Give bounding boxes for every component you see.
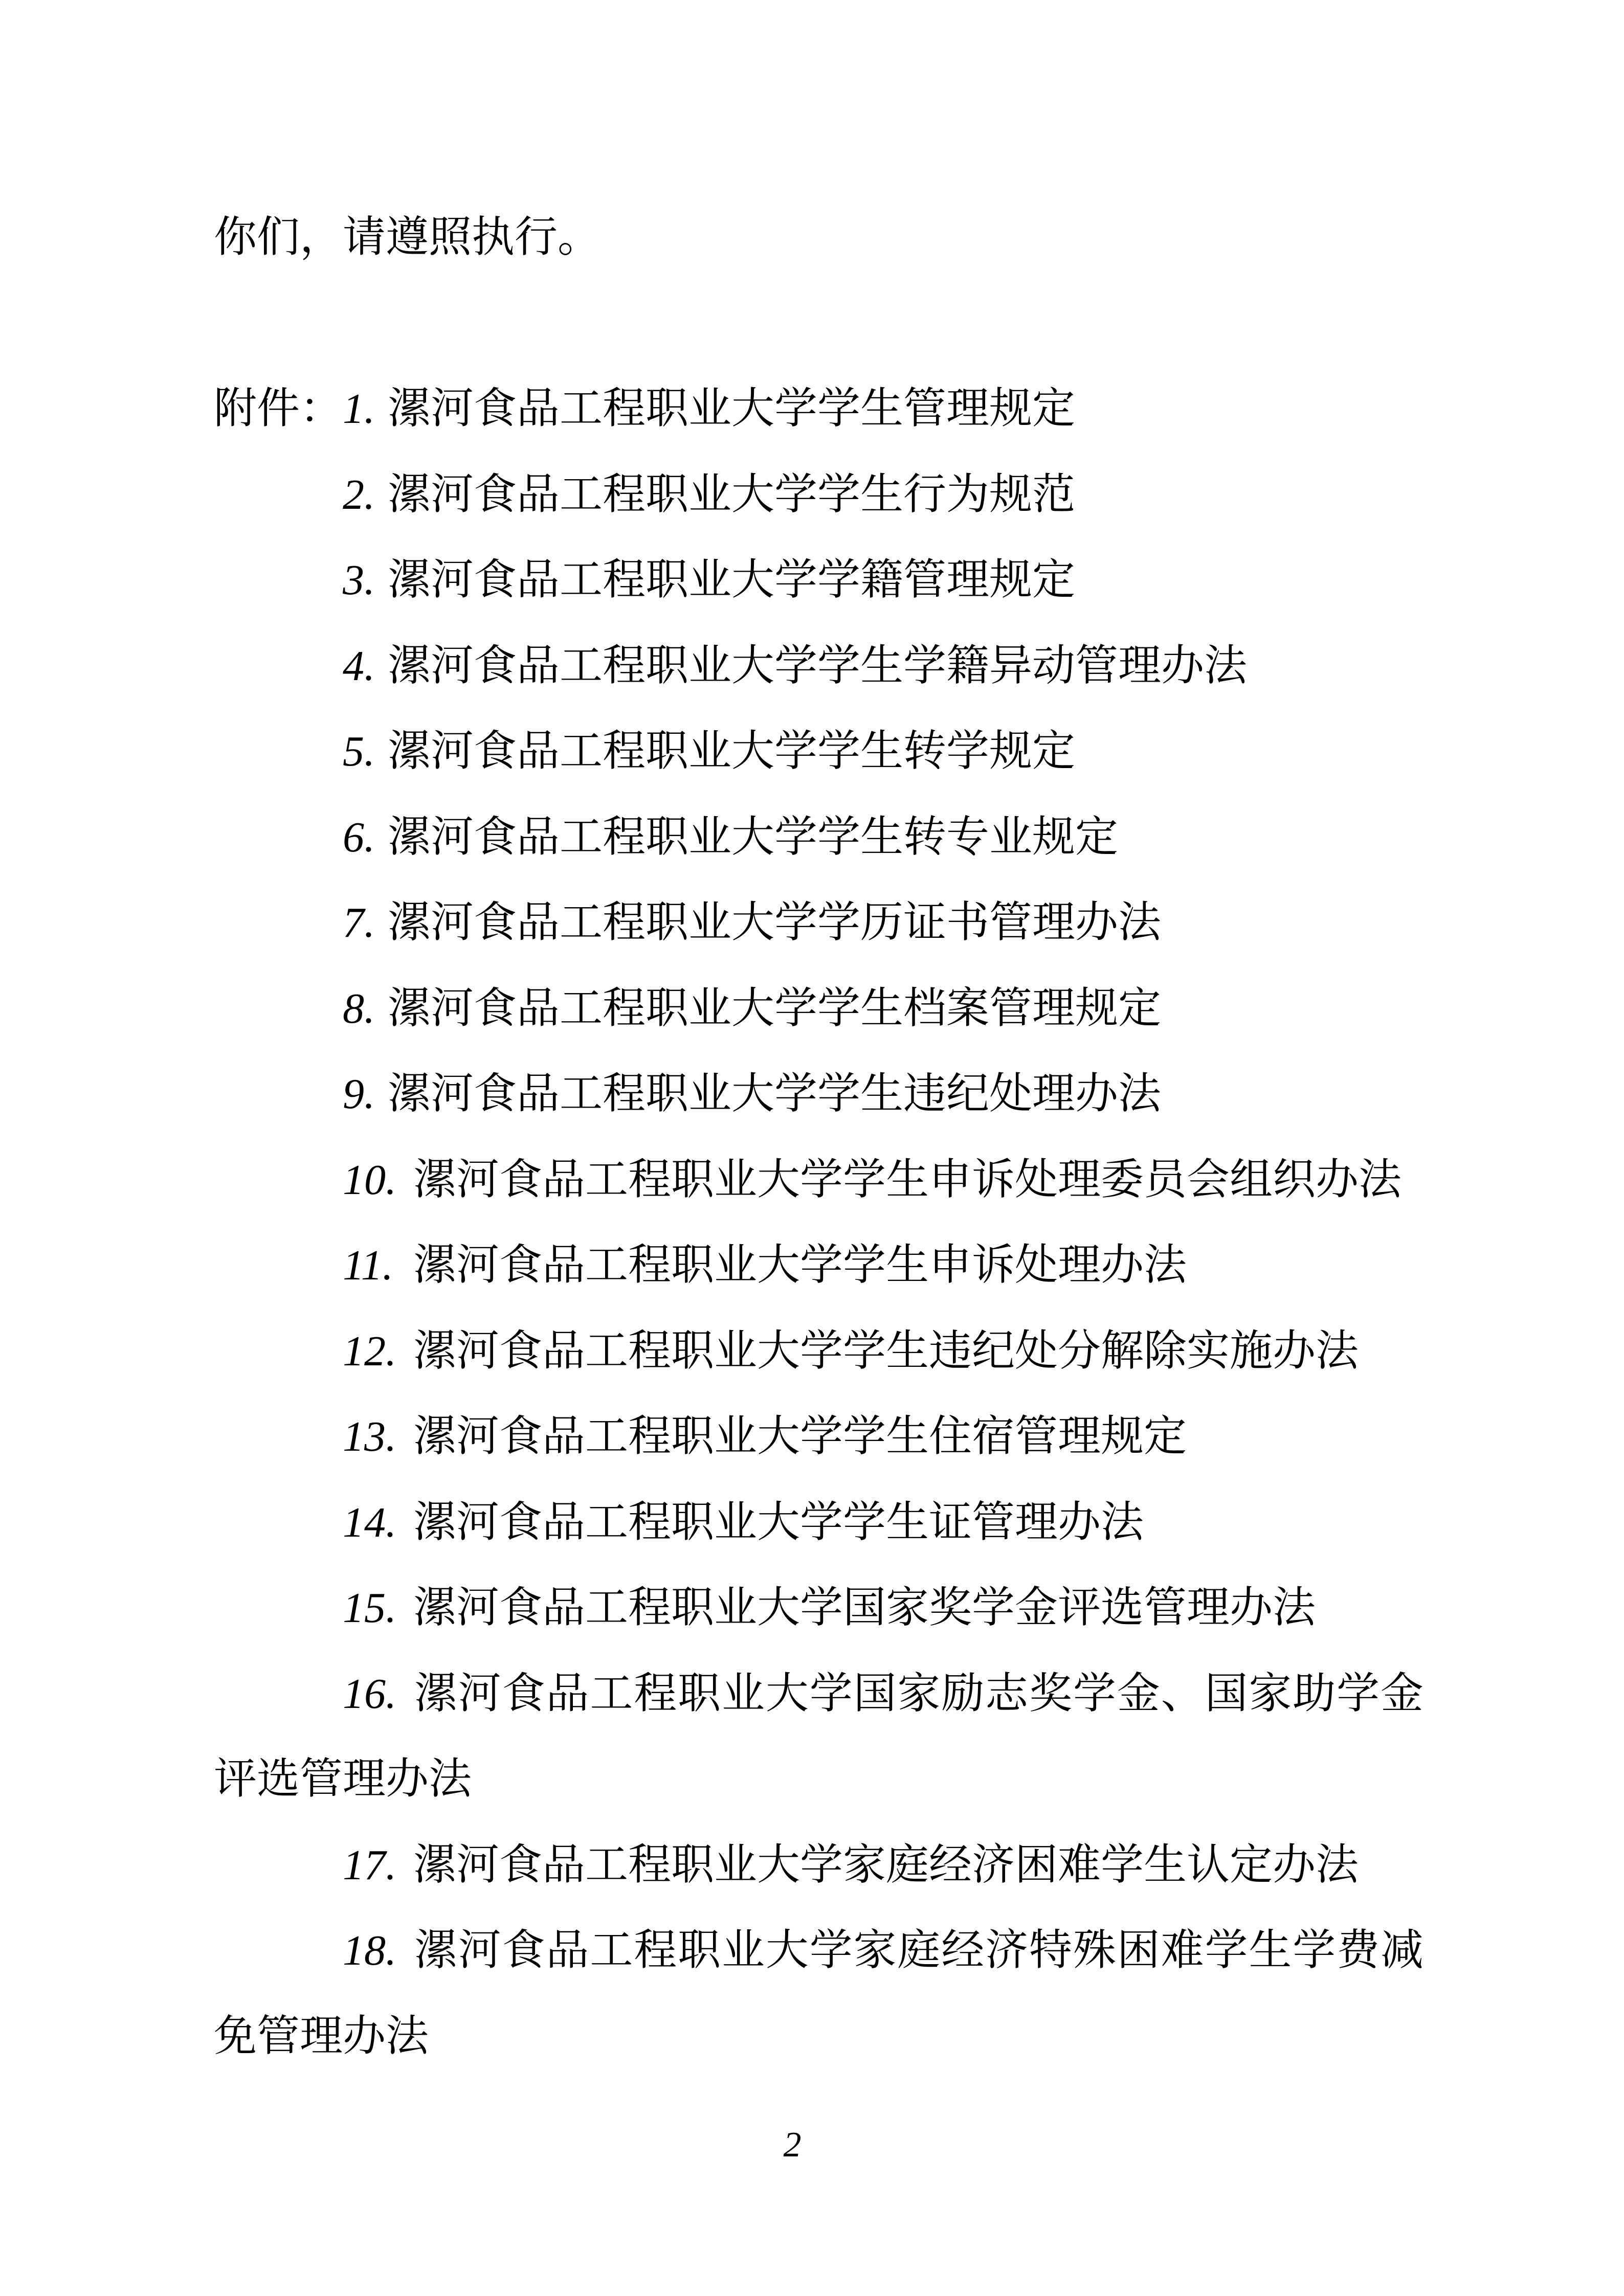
attachment-number: 14. — [343, 1498, 396, 1546]
attachment-item — [214, 1651, 1423, 1737]
attachment-item — [214, 1223, 1423, 1309]
attachment-title: 漯河食品工程职业大学国家励志奖学金、国家助学金 — [413, 1670, 1423, 1718]
attachment-title: 漯河食品工程职业大学国家奖学金评选管理办法 — [413, 1584, 1316, 1632]
attachment-title: 漯河食品工程职业大学学籍管理规定 — [388, 556, 1076, 604]
attachment-title: 漯河食品工程职业大学学生申诉处理委员会组织办法 — [413, 1156, 1402, 1204]
attachment-title: 漯河食品工程职业大学学生管理规定 — [388, 385, 1076, 433]
attachment-number: 15. — [343, 1584, 396, 1632]
attachment-item — [214, 366, 1423, 452]
attachment-number: 18. — [343, 1927, 396, 1974]
attachment-number: 8. — [343, 984, 375, 1032]
attachment-number: 3. — [343, 556, 375, 604]
blank-line — [214, 281, 1423, 367]
attachment-item — [214, 537, 1423, 623]
attachment-item — [214, 1309, 1423, 1394]
attachment-item — [214, 1394, 1423, 1480]
attachment-title: 漯河食品工程职业大学学历证书管理办法 — [388, 899, 1162, 947]
attachment-title: 漯河食品工程职业大学学生行为规范 — [388, 470, 1076, 519]
attachment-number: 4. — [343, 642, 375, 690]
attachment-item — [214, 1908, 1423, 1994]
attachment-number: 9. — [343, 1070, 375, 1118]
attachment-label: 附件： — [214, 385, 343, 433]
attachment-item — [214, 1480, 1423, 1566]
attachment-title: 漯河食品工程职业大学学生学籍异动管理办法 — [388, 642, 1248, 690]
attachment-number: 7. — [343, 899, 375, 947]
attachment-title: 评选管理办法 — [214, 1755, 472, 1803]
attachment-number: 13. — [343, 1413, 396, 1460]
attachment-title: 免管理办法 — [214, 2012, 429, 2060]
intro-text: 你们，请遵照执行。 — [214, 214, 601, 261]
attachment-number: 17. — [343, 1841, 396, 1889]
attachment-number: 11. — [343, 1242, 393, 1289]
attachment-title: 漯河食品工程职业大学学生转学规定 — [388, 728, 1076, 775]
attachment-number: 2. — [343, 470, 375, 519]
attachment-item — [214, 452, 1423, 538]
attachment-title: 漯河食品工程职业大学学生住宿管理规定 — [413, 1413, 1187, 1460]
attachment-number: 1. — [343, 385, 375, 433]
document-body — [214, 195, 1423, 2079]
attachment-title: 漯河食品工程职业大学学生转专业规定 — [388, 813, 1119, 861]
attachment-number: 12. — [343, 1327, 396, 1375]
attachment-item — [214, 1565, 1423, 1651]
attachment-title: 漯河食品工程职业大学学生申诉处理办法 — [413, 1242, 1187, 1289]
attachment-title: 漯河食品工程职业大学学生违纪处分解除实施办法 — [413, 1327, 1359, 1375]
intro-line — [214, 195, 1423, 281]
attachment-item — [214, 1051, 1423, 1137]
attachment-title: 漯河食品工程职业大学学生档案管理规定 — [388, 984, 1162, 1032]
attachment-title: 漯河食品工程职业大学家庭经济困难学生认定办法 — [413, 1841, 1359, 1889]
attachment-title: 漯河食品工程职业大学学生违纪处理办法 — [388, 1070, 1162, 1118]
attachment-item — [214, 966, 1423, 1052]
attachment-item — [214, 795, 1423, 881]
attachment-number: 6. — [343, 813, 375, 861]
attachment-item — [214, 880, 1423, 966]
attachment-item — [214, 709, 1423, 795]
attachment-item — [214, 1822, 1423, 1908]
attachment-number: 10. — [343, 1156, 396, 1204]
attachment-number: 16. — [343, 1670, 396, 1718]
attachment-title-continuation — [214, 1994, 1423, 2080]
page-number: 2 — [783, 2125, 802, 2165]
attachment-title-continuation — [214, 1737, 1423, 1822]
attachment-title: 漯河食品工程职业大学学生证管理办法 — [413, 1498, 1144, 1546]
attachment-title: 漯河食品工程职业大学家庭经济特殊困难学生学费减 — [413, 1927, 1423, 1974]
attachment-number: 5. — [343, 728, 375, 775]
attachment-item — [214, 1137, 1423, 1223]
attachment-item — [214, 623, 1423, 709]
